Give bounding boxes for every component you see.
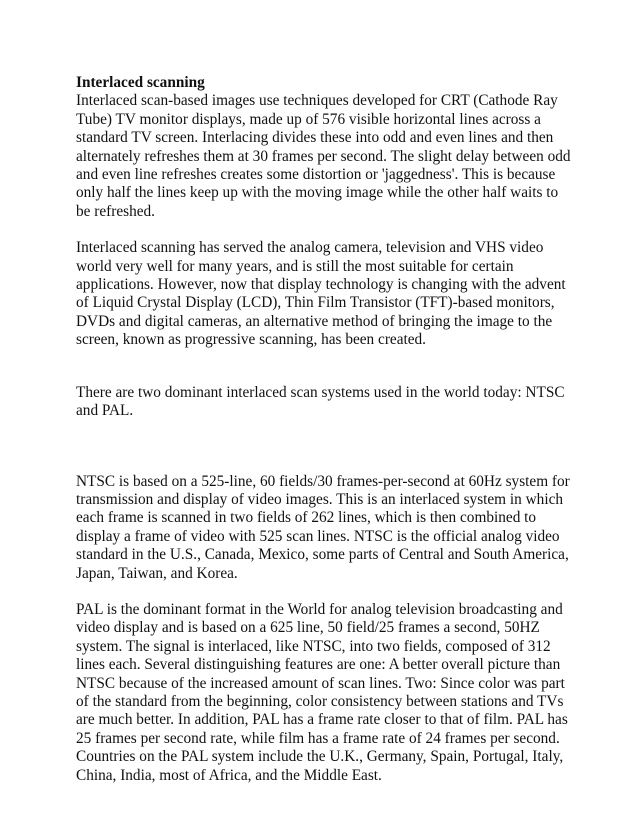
paragraph-scan-systems: There are two dominant interlaced scan systems used in the world today: NTSC and PAL. bbox=[76, 383, 565, 420]
paragraph-ntsc: NTSC is based on a 525-line, 60 fields/30 frames-per-second at 60Hz system for transmission and display of video images. This is an interlaced system in which each frame is scanned in two fields of 262 lines, which is then combined to display a frame of video with 525 scan lines. NTSC is the official analog video standard in the U.S., Canada, Mexico, some parts of Central and South America, Japan, Taiwan, and Korea. bbox=[76, 472, 570, 582]
section-heading: Interlaced scanning bbox=[76, 74, 205, 91]
paragraph-pal: PAL is the dominant format in the World for analog television broadcasting and video display and is based on a 625 line, 50 field/25 frames a second, 50HZ system. The signal is interlaced, like NTSC, into two fields, composed of 312 lines each. Several distinguishing features are one: A better overall picture than NTSC because of the increased amount of scan lines. Two: Since color was part of the standard from the beginning, color consistency between stations and TVs are much better. In addition, PAL has a frame rate closer to that of film. PAL has 25 frames per second rate, while film has a frame rate of 24 frames per second. Countries on the PAL system include the U.K., Germany, Spain, Portugal, Italy, China, India, most of Africa, and the Middle East. bbox=[76, 600, 568, 784]
document-page bbox=[76, 74, 576, 785]
paragraph-progressive-scanning: Interlaced scanning has served the analog camera, television and VHS video world very well for many years, and is still the most suitable for certain applications. However, now that display technology is changing with the advent of Liquid Crystal Display (LCD), Thin Film Transistor (TFT)-based monitors, DVDs and digital cameras, an alternative method of bringing the image to the screen, known as progressive scanning, has been created. bbox=[76, 239, 566, 349]
paragraph-interlaced-intro: Interlaced scan-based images use techniques developed for CRT (Cathode Ray Tube) TV monitor displays, made up of 576 visible horizontal lines across a standard TV screen. Interlacing divides these into odd and even lines and then alternately refreshes them at 30 frames per second. The slight delay between odd and even line refreshes creates some distortion or 'jaggedness'. This is because only half the lines keep up with the moving image while the other half waits to be refreshed. bbox=[76, 92, 571, 220]
